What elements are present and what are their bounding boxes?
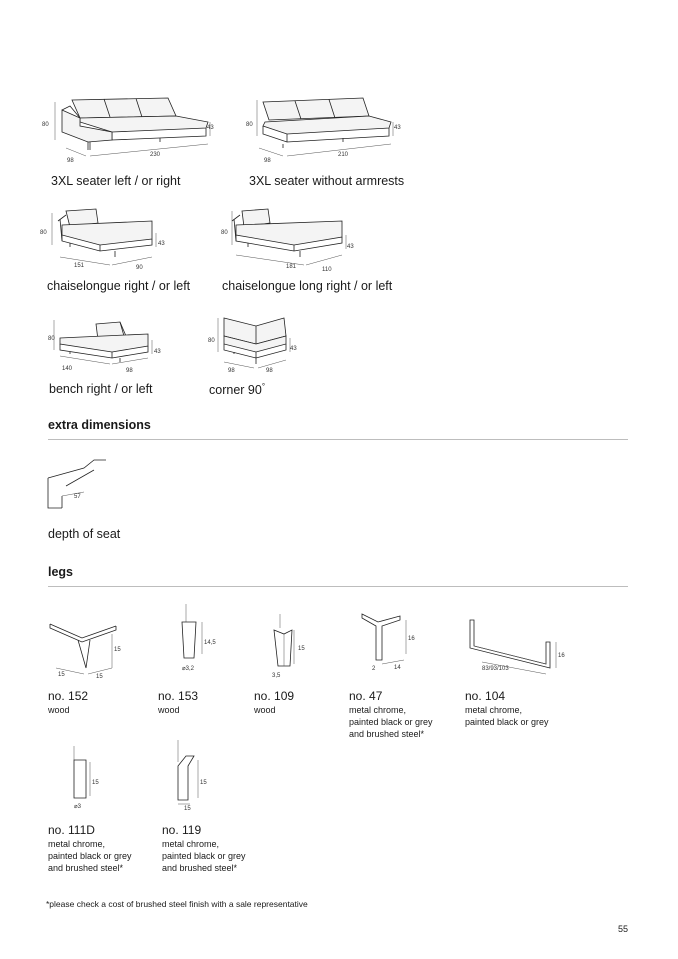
sofa-1-dim-width: 230 <box>150 152 161 158</box>
leg-111d-dim-height: 15 <box>92 780 99 786</box>
page-number: 55 <box>618 924 629 934</box>
sofa-6-dim-depth: 98 <box>228 368 235 374</box>
leg-152-dim-b: 15 <box>96 674 103 680</box>
sofa-3-dim-depth: 151 <box>74 263 85 269</box>
sofa-1-dim-height: 80 <box>42 122 49 128</box>
sofa-1-dim-depth: 98 <box>67 158 74 164</box>
sofa-3-caption: chaiselongue right / or left <box>47 279 191 293</box>
sofa-3-dim-width: 90 <box>136 265 143 271</box>
sofa-2-dim-seat-height: 43 <box>394 125 401 131</box>
sofa-4-dim-seat-height: 43 <box>347 244 354 250</box>
depth-of-seat-drawing <box>44 456 114 516</box>
leg-152-name: no. 152 <box>48 689 89 703</box>
sofa-3xl-seater-no-armrests-drawing <box>243 92 413 164</box>
leg-153-dim-diameter: ⌀3,2 <box>182 666 194 672</box>
leg-153-drawing <box>166 604 226 678</box>
leg-153-dim-height: 14,5 <box>204 640 216 646</box>
sofa-6-dim-width: 98 <box>266 368 273 374</box>
extra-dimensions-heading: extra dimensions <box>48 418 151 432</box>
leg-153-name: no. 153 <box>158 689 199 703</box>
leg-152-drawing <box>46 618 130 682</box>
sofa-5-caption: bench right / or left <box>49 382 153 396</box>
leg-47-desc: metal chrome, painted black or grey and brushed steel* <box>349 705 433 739</box>
sofa-6-caption <box>209 382 265 397</box>
leg-109-desc: wood <box>254 705 276 715</box>
sofa-4-dim-width: 110 <box>322 267 332 273</box>
leg-111d-dim-diameter: ⌀3 <box>74 804 81 810</box>
leg-104-desc: metal chrome, painted black or grey <box>465 705 549 727</box>
leg-153-desc: wood <box>158 705 180 715</box>
leg-104-name: no. 104 <box>465 689 506 703</box>
sofa-3-dim-seat-height: 43 <box>158 241 165 247</box>
leg-47-dim-thickness: 2 <box>372 666 376 672</box>
leg-47-dim-length: 14 <box>394 665 401 671</box>
leg-152-dim-a: 15 <box>58 672 65 678</box>
sofa-6-caption-text: corner 90 <box>209 383 262 398</box>
legs-divider <box>48 586 628 587</box>
leg-47-name: no. 47 <box>349 689 383 703</box>
leg-109-name: no. 109 <box>254 689 295 703</box>
leg-104-drawing <box>462 612 572 678</box>
leg-119-name: no. 119 <box>162 823 202 837</box>
sofa-2-dim-width: 210 <box>338 152 349 158</box>
legs-heading: legs <box>48 565 74 579</box>
sofa-1-dim-seat-height: 43 <box>207 125 214 131</box>
leg-119-desc: metal chrome, painted black or grey and brushed steel* <box>162 839 246 873</box>
leg-111d-drawing <box>60 742 120 812</box>
leg-119-dim-height: 15 <box>200 780 207 786</box>
leg-119-drawing <box>166 740 226 812</box>
sofa-5-dim-width: 98 <box>126 368 133 374</box>
sofa-6-dim-height: 80 <box>208 338 215 344</box>
depth-of-seat-caption: depth of seat <box>48 527 121 541</box>
sofa-3xl-seater-left-right-drawing <box>40 92 230 164</box>
sofa-2-dim-depth: 98 <box>264 158 271 164</box>
leg-119-dim-width: 15 <box>184 806 191 812</box>
sofa-6-dim-seat-height: 43 <box>290 346 297 352</box>
sofa-2-caption: 3XL seater without armrests <box>249 174 405 188</box>
seat-depth-dim: 57 <box>74 494 81 500</box>
footnote: *please check a cost of brushed steel finish with a sale representative <box>46 899 308 909</box>
sofa-4-dim-height: 80 <box>221 230 228 236</box>
extra-dimensions-divider <box>48 439 628 440</box>
sofa-3-dim-height: 80 <box>40 230 47 236</box>
leg-47-drawing <box>354 606 424 676</box>
chaiselongue-right-left-drawing <box>40 205 180 275</box>
leg-104-dim-height: 16 <box>558 653 565 659</box>
sofa-6-caption-degree: ° <box>261 382 266 391</box>
sofa-4-caption: chaiselongue long right / or left <box>222 279 393 293</box>
sofa-2-dim-height: 80 <box>246 122 253 128</box>
sofa-4-dim-depth: 181 <box>286 264 297 270</box>
leg-109-dim-size: 3,5 <box>272 673 281 679</box>
leg-109-dim-height: 15 <box>298 646 305 652</box>
bench-right-left-drawing <box>40 316 170 376</box>
leg-104-dim-length: 83/93/103 <box>482 666 509 672</box>
leg-152-desc: wood <box>48 705 70 715</box>
chaiselongue-long-right-left-drawing <box>218 205 368 275</box>
leg-47-dim-height: 16 <box>408 636 415 642</box>
leg-109-drawing <box>260 614 320 682</box>
leg-111d-desc: metal chrome, painted black or grey and brushed steel* <box>48 839 132 873</box>
corner-90-drawing <box>204 312 304 378</box>
sofa-1-caption: 3XL seater left / or right <box>51 174 181 188</box>
leg-152-dim-height: 15 <box>114 647 121 653</box>
leg-111d-name: no. 111D <box>48 823 95 837</box>
sofa-5-dim-height: 80 <box>48 336 55 342</box>
sofa-5-dim-depth: 140 <box>62 366 73 372</box>
sofa-5-dim-seat-height: 43 <box>154 349 161 355</box>
